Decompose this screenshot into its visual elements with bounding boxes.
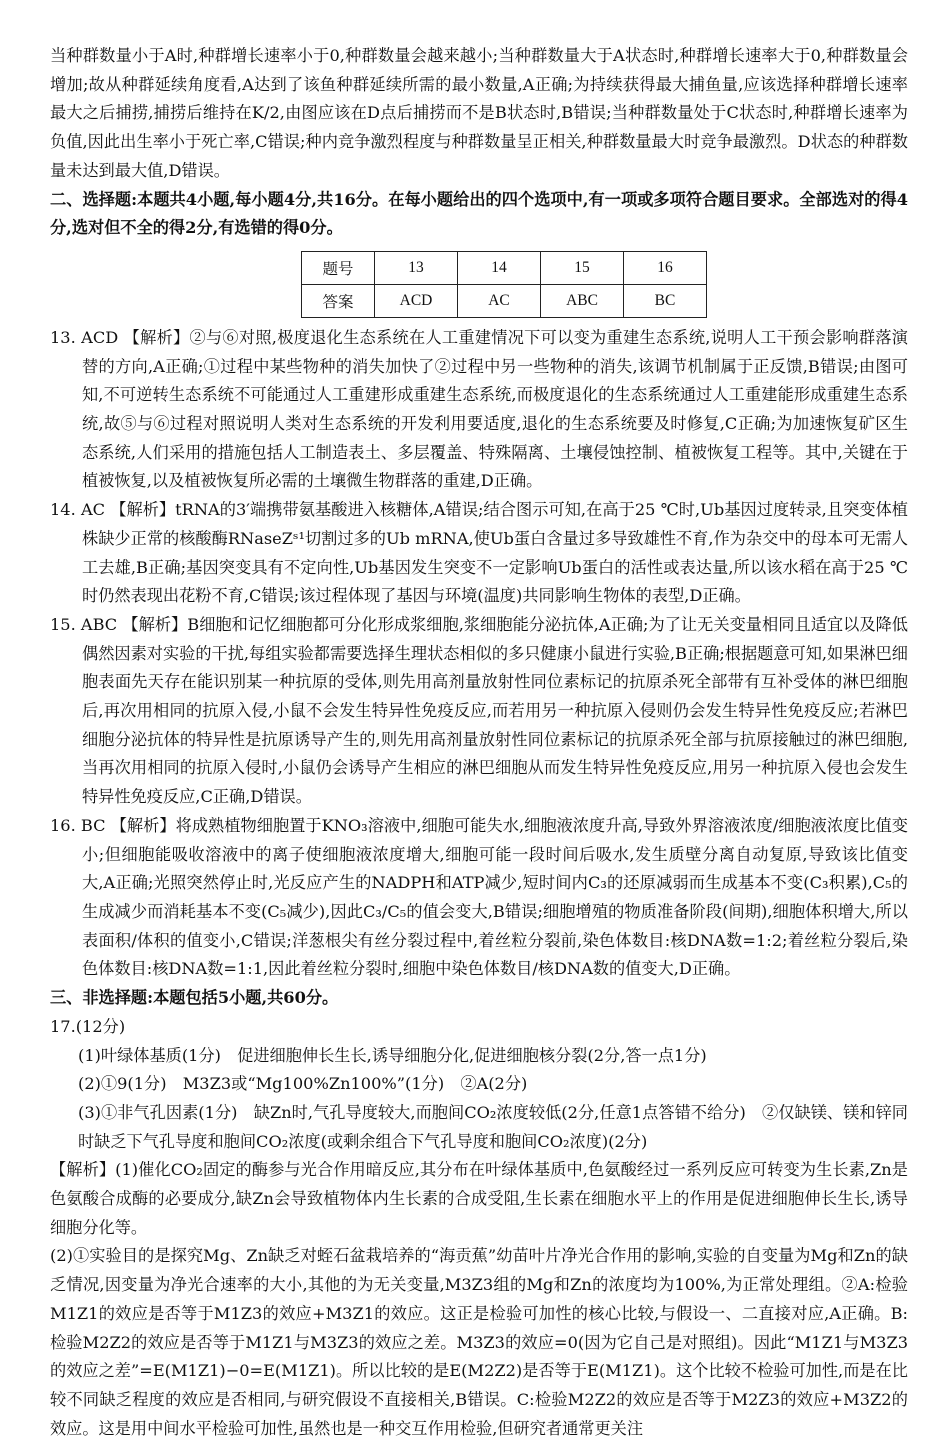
answer-table-cell: ACD — [375, 284, 458, 317]
section-3-heading: 三、非选择题:本题包括5小题,共60分。 — [50, 988, 339, 1008]
question-13-explanation: 13. ACD 【解析】②与⑥对照,极度退化生态系统在人工重建情况下可以变为重建生态系统,说明人工干预会影响群落演替的方向,A正确;①过程中某些物种的消失加快了②过程中另一些物种的消失,该调节机制属于正反馈,B错误;由图可知,不可逆转生态系统不可能通过人工重建形成重建生态系统,而极度退化的生态系统通过人工重建能形成重建生态系统,故⑤与⑥过程对照说明人类对生态系统的开发利用要适度,退化的生态系统要及时修复,C正确;为加速恢复矿区生态系统,人们采用的措施包括人工制造表土、多层覆盖、特殊隔离、土壤侵蚀控制、植被恢复工程等。其中,关键在于植被恢复,以及植被恢复所必需的土壤微生物群落的重建,D正确。 — [50, 327, 908, 491]
answer-table-cell: BC — [624, 284, 707, 317]
answer-table-label-number: 题号 — [302, 251, 375, 284]
document-page — [50, 42, 908, 1443]
answer-table-cell: 13 — [375, 251, 458, 284]
answer-table-cell: ABC — [541, 284, 624, 317]
question-17-answer-2: (2)①9(1分) M3Z3或“Mg100%Zn100%”(1分) ②A(2分) — [78, 1074, 528, 1094]
question-17-answer-3: (3)①非气孔因素(1分) 缺Zn时,气孔导度较大,而胞间CO₂浓度较低(2分,任意1点答错不给分) ②仅缺镁、镁和锌同时缺乏下气孔导度和胞间CO₂浓度(或剩余组合下气孔导度和胞间CO₂浓度)(2分) — [78, 1102, 908, 1151]
answer-table-cell: 14 — [458, 251, 541, 284]
section-2-heading: 二、选择题:本题共4小题,每小题4分,共16分。在每小题给出的四个选项中,有一项或多项符合题目要求。全部选对的得4分,选对但不全的得2分,有选错的得0分。 — [50, 189, 908, 238]
question-17-analysis-1: 【解析】(1)催化CO₂固定的酶参与光合作用暗反应,其分布在叶绿体基质中,色氨酸经过一系列反应可转变为生长素,Zn是色氨酸合成酶的必要成分,缺Zn会导致植物体内生长素的合成受阻,生长素在细胞水平上的作用是促进细胞伸长生长,诱导细胞分化等。 — [50, 1160, 908, 1237]
answer-table — [301, 251, 707, 318]
answer-table-number-row — [302, 251, 707, 284]
answer-table-label-answer: 答案 — [302, 284, 375, 317]
question-15-explanation: 15. ABC 【解析】B细胞和记忆细胞都可分化形成浆细胞,浆细胞能分泌抗体,A正确;为了让无关变量相同且适宜以及降低偶然因素对实验的干扰,每组实验都需要选择生理状态相似的多只健康小鼠进行实验,B正确;根据题意可知,如果淋巴细胞表面先天存在能识别某一种抗原的受体,则先用高剂量放射性同位素标记的抗原杀死全部带有互补受体的淋巴细胞后,再次用相同的抗原入侵,小鼠不会发生特异性免疫反应,而若用另一种抗原入侵则仍会发生特异性免疫反应;若淋巴细胞分泌抗体的特异性是抗原诱导产生的,则先用高剂量放射性同位素标记的抗原杀死全部与抗原接触过的淋巴细胞,当再次用相同的抗原入侵时,小鼠仍会诱导产生相应的淋巴细胞从而发生特异性免疫反应,用另一种抗原入侵也会发生特异性免疫反应,C正确,D错误。 — [50, 614, 908, 807]
intro-paragraph: 当种群数量小于A时,种群增长速率小于0,种群数量会越来越小;当种群数量大于A状态时,种群增长速率大于0,种群数量会增加;故从种群延续角度看,A达到了该鱼种群延续所需的最小数量,A正确;为持续获得最大捕鱼量,应该选择种群增长速率最大之后捕捞,捕捞后维持在K/2,由图应该在D点后捕捞而不是B状态时,B错误;当种群数量处于C状态时,种群增长速率为负值,因此出生率小于死亡率,C错误;种内竞争激烈程度与种群数量呈正相关,种群数量最大时竞争最激烈。D状态的种群数量未达到最大值,D错误。 — [50, 46, 908, 180]
answer-table-answer-row — [302, 284, 707, 317]
question-17-answer-1: (1)叶绿体基质(1分) 促进细胞伸长生长,诱导细胞分化,促进细胞核分裂(2分,答一点1分) — [78, 1045, 707, 1065]
answer-table-cell: 15 — [541, 251, 624, 284]
answer-table-cell: 16 — [624, 251, 707, 284]
question-14-explanation: 14. AC 【解析】tRNA的3′端携带氨基酸进入核糖体,A错误;结合图示可知,在高于25 ℃时,Ub基因过度转录,且突变体植株缺少正常的核酸酶RNaseZˢ¹切割过多的Ub mRNA,使Ub蛋白含量过多导致雄性不育,作为杂交中的母本可无需人工去雄,B正确;基因突变具有不定向性,Ub基因发生突变不一定影响Ub蛋白的活性或表达量,所以该水稻在高于25 ℃时仍然表现出花粉不育,C错误;该过程体现了基因与环境(温度)共同影响生物体的表型,D正确。 — [50, 500, 908, 606]
answer-table-cell: AC — [458, 284, 541, 317]
question-17-title: 17.(12分) — [50, 1016, 126, 1036]
question-17-analysis-2: (2)①实验目的是探究Mg、Zn缺乏对蛭石盆栽培养的“海贡蕉”幼苗叶片净光合作用的影响,实验的自变量为Mg和Zn的缺乏情况,因变量为净光合速率的大小,其他的为无关变量,M3Z3组的Mg和Zn的浓度均为100%,为正常处理组。②A:检验M1Z1的效应是否等于M1Z3的效应+M3Z1的效应。这正是检验可加性的核心比较,与假设一、二直接对应,A正确。B:检验M2Z2的效应是否等于M1Z1与M3Z3的效应之差。M3Z3的效应=0(因为它自己是对照组)。因此“M1Z1与M3Z3的效应之差”=E(M1Z1)−0=E(M1Z1)。所以比较的是E(M2Z2)是否等于E(M1Z1)。这个比较不检验可加性,而是在比较不同缺乏程度的效应是否相同,与研究假设不直接相关,B错误。C:检验M2Z2的效应是否等于M2Z3的效应+M3Z2的效应。这是用中间水平检验可加性,虽然也是一种交互作用检验,但研究者通常更关注 — [50, 1246, 908, 1438]
question-16-explanation: 16. BC 【解析】将成熟植物细胞置于KNO₃溶液中,细胞可能失水,细胞液浓度升高,导致外界溶液浓度/细胞液浓度比值变小;但细胞能吸收溶液中的离子使细胞液浓度增大,细胞可能一段时间后吸水,发生质壁分离自动复原,导致该比值变大,A正确;光照突然停止时,光反应产生的NADPH和ATP减少,短时间内C₃的还原减弱而生成基本不变(C₃积累),C₅的生成减少而消耗基本不变(C₅减少),因此C₃/C₅的值会变大,B错误;细胞增殖的物质准备阶段(间期),细胞体积增大,所以表面积/体积的值变小,C错误;洋葱根尖有丝分裂过程中,着丝粒分裂前,染色体数目:核DNA数=1:2;着丝粒分裂后,染色体数目:核DNA数=1:1,因此着丝粒分裂时,细胞中染色体数目/核DNA数的值变大,D正确。 — [50, 815, 908, 979]
